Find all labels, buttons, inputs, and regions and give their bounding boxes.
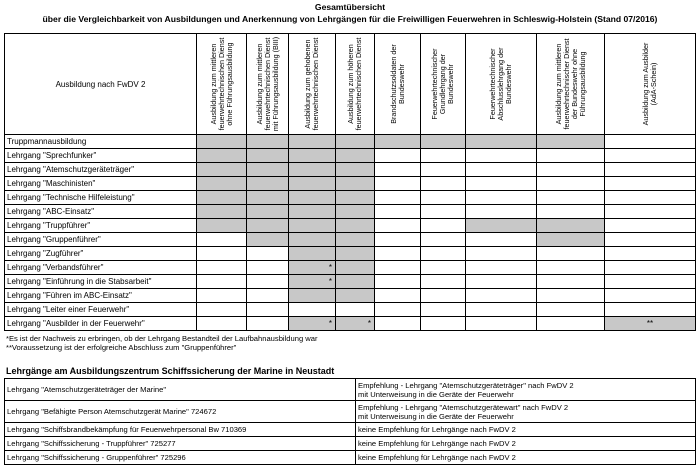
column-header-label: Brandschutzsoldaten der Bundeswehr [388,44,406,124]
table-cell [421,275,466,289]
table-cell [375,149,421,163]
row-label: Lehrgang "Ausbilder in der Feuerwehr" [5,317,197,331]
table-cell [421,149,466,163]
column-header-label: Ausbildung zum mittleren feuerwehrtechnischen Dienst mit Führungsausbildung (BIII) [254,36,280,132]
table-row [5,149,696,163]
table-cell [466,149,537,163]
table-cell [605,233,696,247]
table-cell [421,261,466,275]
table-cell [605,219,696,233]
recommendation-line: Empfehlung - Lehrgang "Atemschutzgerätewart" nach FwDV 2 [358,402,569,412]
table-cell [289,135,336,149]
table-cell [247,205,289,219]
table-cell [466,317,537,331]
table-cell [336,289,375,303]
column-header [289,34,336,135]
table-cell [336,219,375,233]
table-cell [466,191,537,205]
table-cell [247,191,289,205]
table-cell [605,135,696,149]
table-cell [605,163,696,177]
table-cell [289,247,336,261]
course-name: Lehrgang "Schiffsbrandbekämpfung für Feuerwehrpersonal Bw 710369 [5,423,356,437]
table-cell [605,247,696,261]
table-cell [336,163,375,177]
table-cell [247,289,289,303]
row-label: Truppmannausbildung [5,135,197,149]
row-header: Ausbildung nach FwDV 2 [5,34,197,135]
comparison-table [4,33,696,331]
row-label: Lehrgang "Gruppenführer" [5,233,197,247]
table-cell [537,149,605,163]
table-cell [336,177,375,191]
table-cell [289,177,336,191]
table-cell [336,149,375,163]
table-cell [336,303,375,317]
recommendation-line: Empfehlung - Lehrgang "Atemschutzgeräteträger" nach FwDV 2 [358,380,574,390]
table-cell [247,163,289,177]
row-label: Lehrgang "Truppführer" [5,219,197,233]
column-header [197,34,247,135]
column-header [466,34,537,135]
column-header [375,34,421,135]
table-cell: * [289,261,336,275]
table-cell [247,317,289,331]
table-cell [289,219,336,233]
table-cell [605,275,696,289]
table-cell [605,303,696,317]
footnote-2: **Voraussetzung ist der erfolgreiche Abschluss zum "Gruppenführer" [6,343,237,352]
table-row [5,135,696,149]
table-cell [197,275,247,289]
table-cell [247,233,289,247]
course-name: Lehrgang "Schiffssicherung - Gruppenführer" 725296 [5,451,356,465]
table-cell [247,135,289,149]
table-cell [466,247,537,261]
table-cell [247,261,289,275]
table-cell [466,261,537,275]
table-cell [197,149,247,163]
table-cell [375,247,421,261]
table-cell [466,177,537,191]
row-label: Lehrgang "Atemschutzgeräteträger" [5,163,197,177]
table-cell [605,205,696,219]
recommendation-line: keine Empfehlung für Lehrgänge nach FwDV 2 [358,453,516,462]
table-cell [197,205,247,219]
recommendation [356,401,696,423]
table-cell [421,247,466,261]
table-cell [247,275,289,289]
table-cell [289,191,336,205]
table-cell [537,191,605,205]
table-cell [421,163,466,177]
table-row [5,423,696,437]
table-cell [605,261,696,275]
table-cell [537,233,605,247]
table-cell [537,317,605,331]
table-cell [375,191,421,205]
table-cell [289,303,336,317]
table-cell [466,289,537,303]
table-cell [537,247,605,261]
recommendation [356,379,696,401]
table-cell [247,303,289,317]
row-label: Lehrgang "Leiter einer Feuerwehr" [5,303,197,317]
column-header [247,34,289,135]
table-cell [375,317,421,331]
table-cell [537,303,605,317]
table-cell [537,135,605,149]
course-name: Lehrgang "Schiffssicherung - Truppführer" 725277 [5,437,356,451]
column-header [605,34,696,135]
table-row [5,261,696,275]
table-cell [537,205,605,219]
table-cell [375,135,421,149]
recommendation-line: mit Unterweisung in die Geräte der Feuerwehr [358,389,514,399]
table-row [5,289,696,303]
recommendation [356,423,696,437]
column-header [336,34,375,135]
table-cell [336,205,375,219]
page-title: Gesamtübersicht [314,2,386,12]
table-cell [197,177,247,191]
table-cell [466,163,537,177]
table-row [5,379,696,401]
table-cell [375,233,421,247]
table-row [5,275,696,289]
table-cell [537,275,605,289]
row-label: Lehrgang "Zugführer" [5,247,197,261]
column-header [537,34,605,135]
table-cell [421,289,466,303]
table-cell [466,135,537,149]
table-cell [537,177,605,191]
table-cell [537,163,605,177]
table-cell [375,163,421,177]
table-cell [375,219,421,233]
row-label: Lehrgang "ABC-Einsatz" [5,205,197,219]
table-cell [421,317,466,331]
table-cell [197,247,247,261]
column-header [421,34,466,135]
table-cell [421,219,466,233]
table-cell [375,205,421,219]
table-row [5,303,696,317]
row-label: Lehrgang "Einführung in die Stabsarbeit" [5,275,197,289]
recommendation-line: keine Empfehlung für Lehrgänge nach FwDV 2 [358,425,516,434]
column-header-label: Ausbildung zum Ausbilder (AdA-Schein) [641,42,658,126]
table-cell [197,191,247,205]
table-cell [466,275,537,289]
table-cell [537,261,605,275]
table-cell [375,303,421,317]
table-cell: * [289,275,336,289]
table-cell: ** [605,317,696,331]
table-cell [336,135,375,149]
table-cell [197,233,247,247]
recommendation [356,451,696,465]
recommendation [356,437,696,451]
table-cell [197,219,247,233]
row-label: Lehrgang "Verbandsführer" [5,261,197,275]
column-header-label: Ausbildung zum mittleren feuerwehrtechnischer Dienst der Bundeswehr ohne Führungsausbildung [553,38,587,130]
recommendation-line: mit Unterweisung in die Geräte der Feuerwehr [358,411,514,421]
row-label: Lehrgang "Sprechfunker" [5,149,197,163]
course-name: Lehrgang "Atemschutzgeräteträger der Marine" [5,379,356,401]
table-cell [421,177,466,191]
column-header-label: Ausbildung zum mittleren feuerwehrtechnischen Dienst ohne Führungsausbildung [208,37,234,131]
section-title: Lehrgänge am Ausbildungszentrum Schiffssicherung der Marine in Neustadt [6,366,335,376]
column-header-label: Ausbildung zum höheren feuerwehrtechnischen Dienst [346,37,363,131]
column-header-label: Feuerwehrtechnischer Grundlehrgang der Bundeswehr [430,48,455,120]
table-row [5,451,696,465]
table-cell [197,289,247,303]
footnote-1: *Es ist der Nachweis zu erbringen, ob der Lehrgang Bestandteil der Laufbahnausbildung war [6,334,318,343]
table-cell [247,219,289,233]
recommendation-line: keine Empfehlung für Lehrgänge nach FwDV 2 [358,439,516,448]
table-cell [375,289,421,303]
table-cell [336,247,375,261]
table-row [5,163,696,177]
table-cell [466,233,537,247]
table-row [5,401,696,423]
table-cell [421,191,466,205]
marine-table [4,378,696,465]
table-cell [289,205,336,219]
table-cell [466,303,537,317]
table-cell [336,261,375,275]
column-header-label: Feuerwehrtechnischer Abschlusslehrgang der Bundeswehr [488,47,513,121]
table-cell [466,205,537,219]
table-row [5,205,696,219]
table-cell [197,303,247,317]
table-cell [605,289,696,303]
table-row [5,191,696,205]
table-cell [336,191,375,205]
table-cell [421,303,466,317]
table-cell [197,261,247,275]
table-cell [197,135,247,149]
table-cell [336,275,375,289]
table-cell [247,149,289,163]
row-label: Lehrgang "Führen im ABC-Einsatz" [5,289,197,303]
table-cell [421,205,466,219]
table-cell [336,233,375,247]
table-cell [289,289,336,303]
table-cell [421,135,466,149]
table-cell [605,177,696,191]
table-cell [605,191,696,205]
table-cell [375,275,421,289]
table-row [5,233,696,247]
table-cell [247,177,289,191]
table-cell [289,163,336,177]
table-cell [537,289,605,303]
table-cell [197,163,247,177]
table-cell [466,219,537,233]
table-row [5,219,696,233]
table-cell: * [336,317,375,331]
table-cell [375,261,421,275]
table-cell [247,247,289,261]
table-row [5,317,696,331]
table-cell [421,233,466,247]
row-label: Lehrgang "Technische Hilfeleistung" [5,191,197,205]
table-cell [197,317,247,331]
table-cell: * [289,317,336,331]
table-cell [605,149,696,163]
table-cell [289,149,336,163]
row-label: Lehrgang "Maschinisten" [5,177,197,191]
table-cell [537,219,605,233]
course-name: Lehrgang "Befähigte Person Atemschutzgerät Marine" 724672 [5,401,356,423]
page-subtitle: über die Vergleichbarkeit von Ausbildungen und Anerkennung von Lehrgängen für die Freiwilligen Feuerwehren in Schleswig-Holstein (Stand 07/2016) [42,14,658,24]
column-header-label: Ausbildung zum gehobenen feuerwehrtechnischen Dienst [303,37,320,131]
table-row [5,437,696,451]
table-row [5,177,696,191]
table-cell [289,233,336,247]
table-row [5,247,696,261]
table-cell [375,177,421,191]
